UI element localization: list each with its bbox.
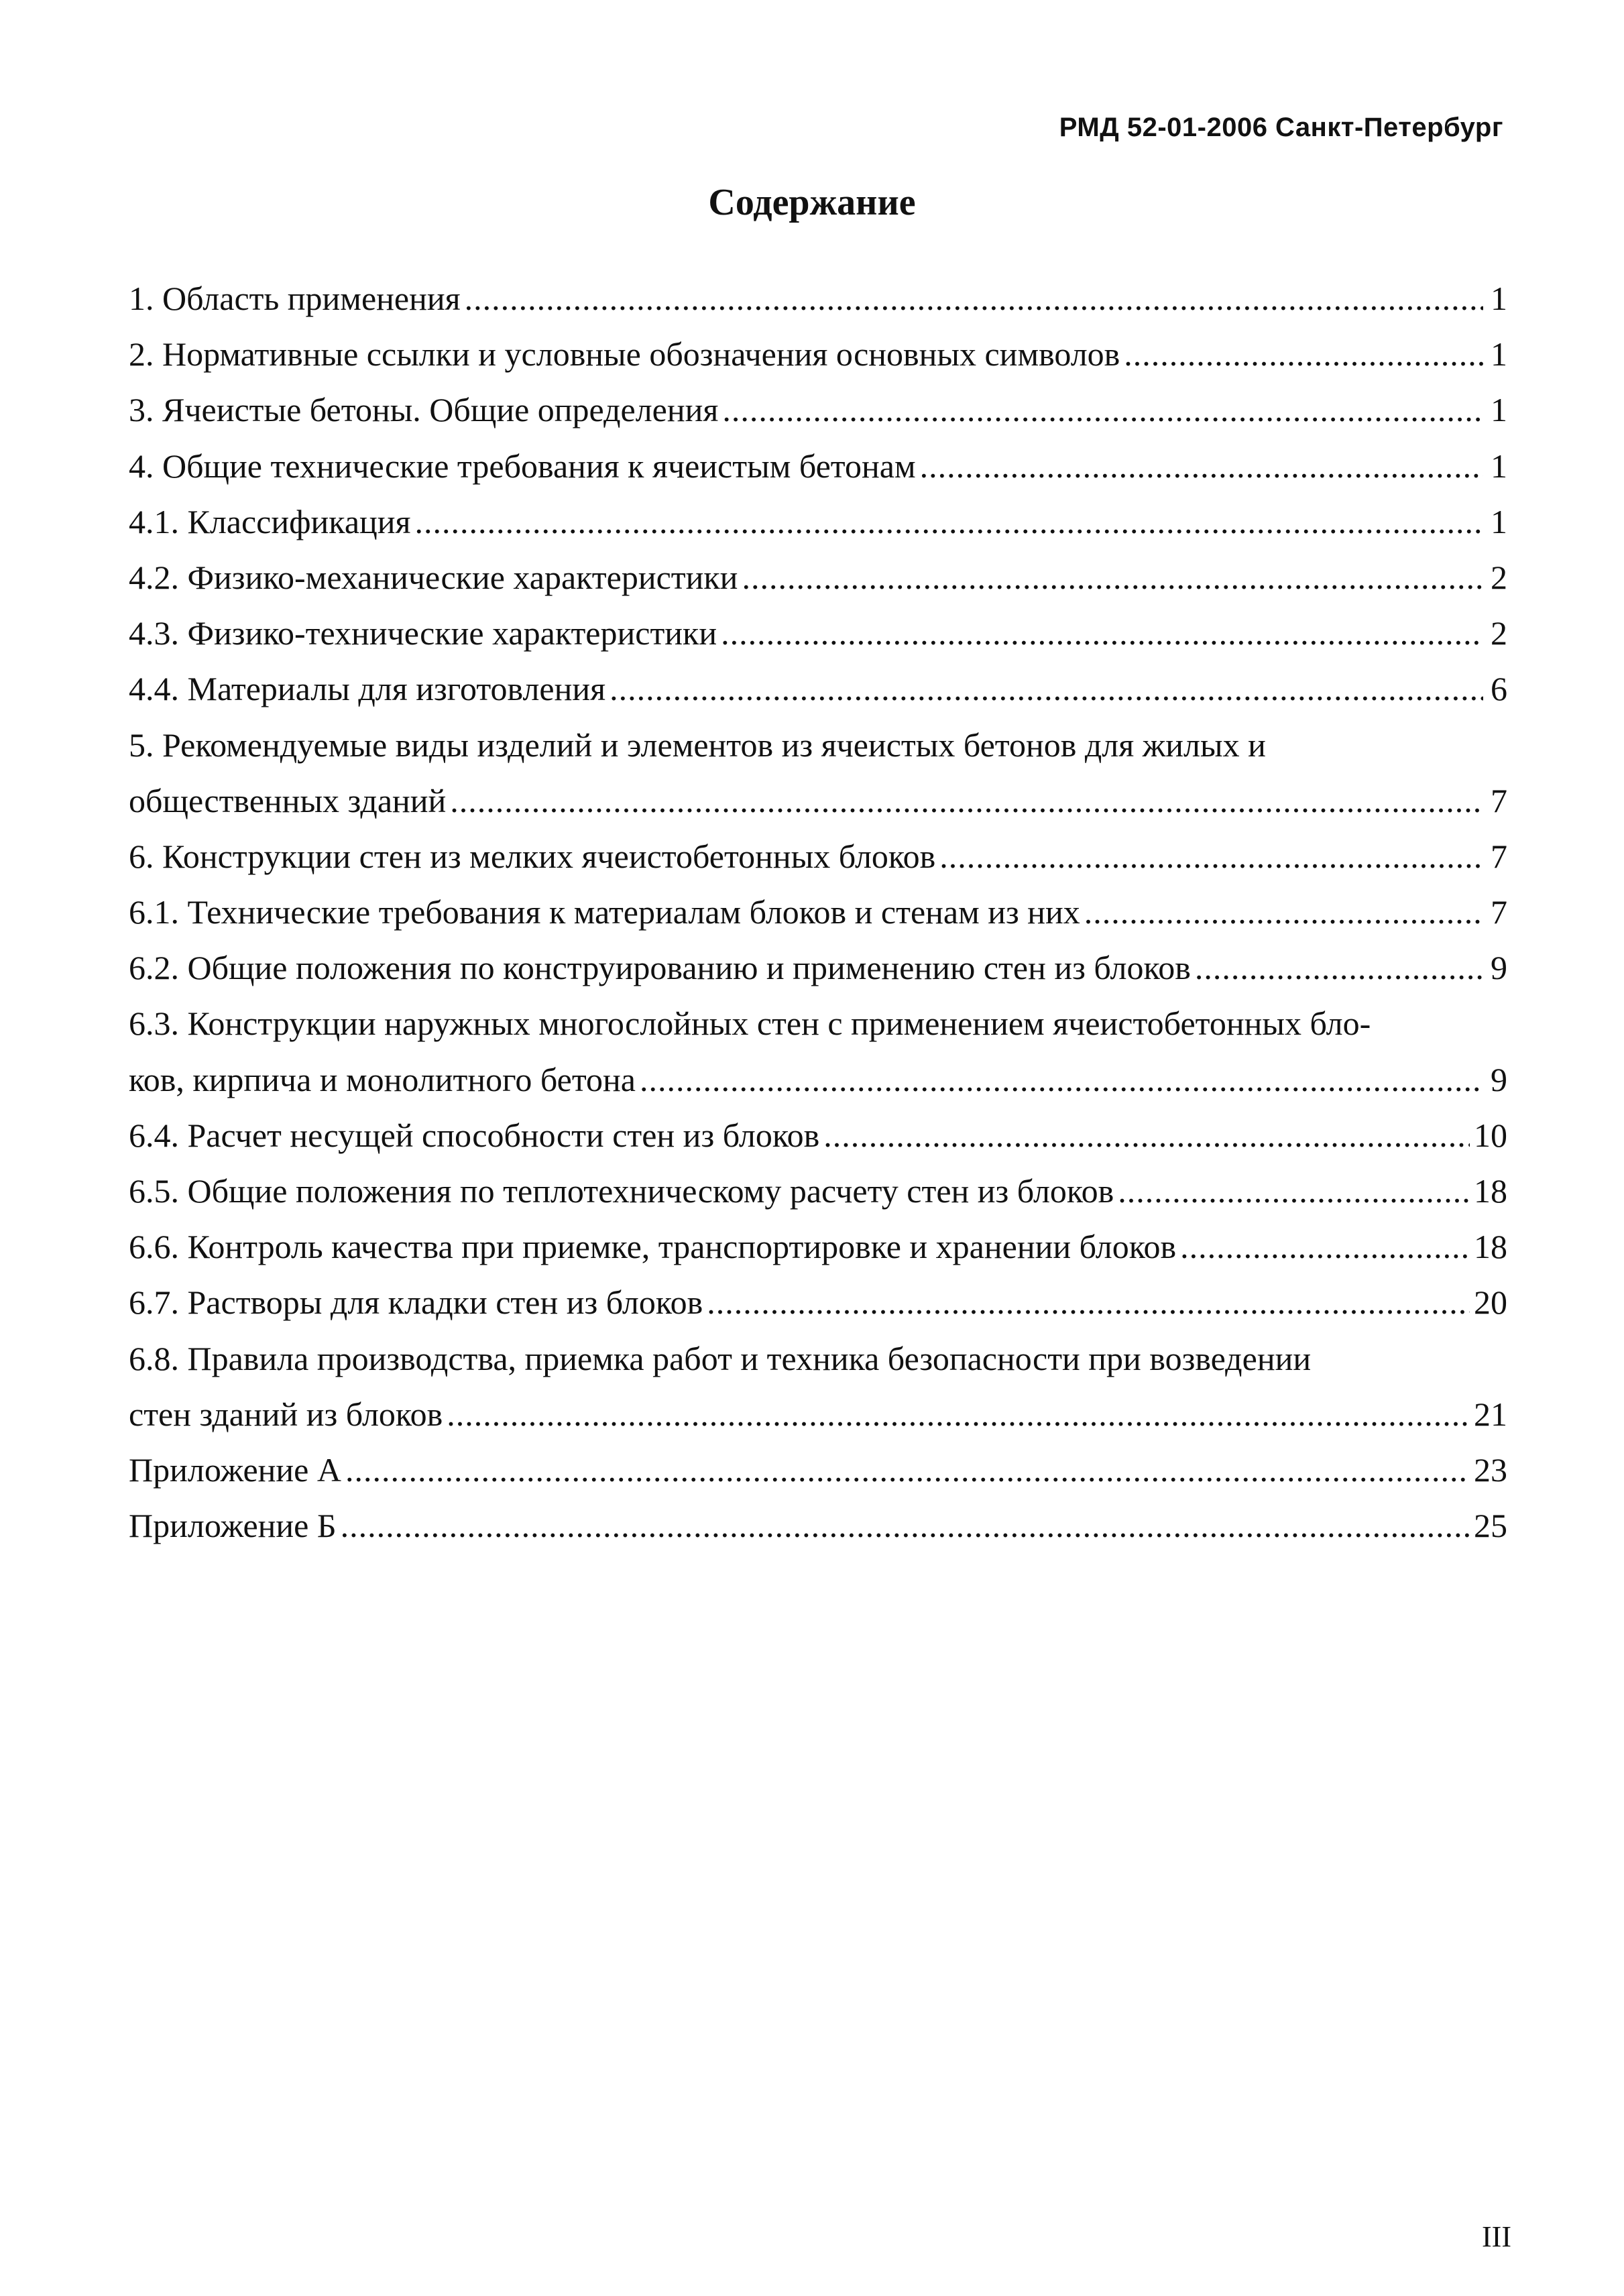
toc-entry-page: 23 bbox=[1474, 1450, 1507, 1489]
toc-leader-dots bbox=[721, 606, 1483, 661]
toc-entry-page: 9 bbox=[1491, 1060, 1507, 1098]
toc-entry-page: 7 bbox=[1491, 893, 1507, 931]
toc-entry-page: 1 bbox=[1491, 391, 1507, 429]
toc-entry-text: 4. Общие технические требования к ячеистым бетонам bbox=[129, 447, 916, 485]
toc-leader-dots bbox=[450, 773, 1483, 829]
toc-entry-text: 3. Ячеистые бетоны. Общие определения bbox=[129, 391, 719, 429]
toc-entry-text: 6.1. Технические требования к материалам блоков и стенам из них bbox=[129, 893, 1080, 931]
toc-entry-page: 7 bbox=[1491, 837, 1507, 875]
toc-entry-text: стен зданий из блоков bbox=[129, 1395, 443, 1433]
toc-entry-text: 2. Нормативные ссылки и условные обозначения основных символов bbox=[129, 335, 1120, 374]
toc-entry bbox=[129, 439, 1507, 494]
toc-leader-dots bbox=[341, 1498, 1470, 1554]
toc-entry-page: 2 bbox=[1491, 614, 1507, 652]
toc-entry bbox=[129, 1498, 1507, 1554]
toc-entry-text: общественных зданий bbox=[129, 781, 447, 819]
toc-leader-dots bbox=[722, 382, 1483, 438]
toc-entry-text: 5. Рекомендуемые виды изделий и элементов из ячеистых бетонов для жилых и bbox=[129, 726, 1266, 764]
toc-leader-dots bbox=[415, 494, 1483, 550]
toc-entry-text: Приложение Б bbox=[129, 1507, 337, 1545]
toc-entry-page: 1 bbox=[1491, 280, 1507, 317]
toc-entry-text: 6.6. Контроль качества при приемке, транспортировке и хранении блоков bbox=[129, 1228, 1177, 1266]
document-code-header: РМД 52-01-2006 Санкт-Петербург bbox=[1059, 113, 1503, 142]
toc-leader-dots bbox=[447, 1387, 1470, 1442]
toc-entry bbox=[129, 661, 1507, 717]
toc-entry bbox=[129, 940, 1507, 996]
toc-entry bbox=[129, 773, 1507, 829]
toc-entry bbox=[129, 1275, 1507, 1330]
toc-leader-dots bbox=[707, 1275, 1470, 1330]
toc-entry-text: 6.2. Общие положения по конструированию и применению стен из блоков bbox=[129, 949, 1191, 987]
toc-entry bbox=[129, 829, 1507, 884]
toc-entry-text: 6.4. Расчет несущей способности стен из блоков bbox=[129, 1116, 820, 1154]
toc-entry bbox=[129, 606, 1507, 661]
toc-leader-dots bbox=[823, 1108, 1470, 1163]
toc-entry-page: 20 bbox=[1474, 1283, 1507, 1322]
toc-entry bbox=[129, 1442, 1507, 1498]
toc-leader-dots bbox=[1195, 940, 1483, 996]
page-number: III bbox=[1482, 2220, 1511, 2253]
toc-leader-dots bbox=[742, 550, 1483, 606]
toc-entry-page: 2 bbox=[1491, 558, 1507, 596]
toc-leader-dots bbox=[640, 1052, 1483, 1108]
toc-entry-text: 4.3. Физико-технические характеристики bbox=[129, 614, 717, 652]
toc-entry bbox=[129, 382, 1507, 438]
toc-leader-dots bbox=[1118, 1163, 1470, 1219]
toc-leader-dots bbox=[1084, 884, 1483, 940]
toc-leader-dots bbox=[345, 1442, 1470, 1498]
toc-entry-text: 6.7. Растворы для кладки стен из блоков bbox=[129, 1283, 703, 1322]
toc-entry-page: 18 bbox=[1474, 1172, 1507, 1210]
toc-entry-text: 6.5. Общие положения по теплотехническому расчету стен из блоков bbox=[129, 1172, 1114, 1210]
toc-entry-page: 18 bbox=[1474, 1228, 1507, 1266]
toc-entry bbox=[129, 494, 1507, 550]
toc-entry-page: 7 bbox=[1491, 781, 1507, 819]
table-of-contents bbox=[129, 271, 1507, 1554]
toc-entry-page: 9 bbox=[1491, 949, 1507, 987]
toc-entry-page: 1 bbox=[1491, 447, 1507, 485]
toc-leader-dots bbox=[1124, 327, 1483, 382]
toc-entry-text: Приложение А bbox=[129, 1450, 341, 1489]
toc-entry bbox=[129, 550, 1507, 606]
toc-entry bbox=[129, 884, 1507, 940]
toc-entry bbox=[129, 1052, 1507, 1108]
toc-entry-text: 4.1. Классификация bbox=[129, 502, 411, 540]
toc-entry-text: 6. Конструкции стен из мелких ячеистобетонных блоков bbox=[129, 837, 936, 875]
toc-entry-first-line bbox=[129, 996, 1507, 1051]
toc-entry-page: 21 bbox=[1474, 1395, 1507, 1433]
toc-leader-dots bbox=[610, 661, 1483, 717]
toc-entry-text: 1. Область применения bbox=[129, 280, 461, 317]
toc-entry-text: 4.2. Физико-механические характеристики bbox=[129, 558, 738, 596]
toc-entry-first-line bbox=[129, 718, 1507, 773]
toc-entry-page: 1 bbox=[1491, 335, 1507, 374]
toc-entry bbox=[129, 1219, 1507, 1275]
toc-entry bbox=[129, 327, 1507, 382]
toc-entry bbox=[129, 1387, 1507, 1442]
toc-entry-page: 1 bbox=[1491, 502, 1507, 540]
toc-entry bbox=[129, 271, 1507, 327]
toc-entry-first-line bbox=[129, 1331, 1507, 1387]
toc-entry-text: 6.3. Конструкции наружных многослойных стен с применением ячеистобетонных бло- bbox=[129, 1005, 1371, 1043]
toc-entry-text: 6.8. Правила производства, приемка работ и техника безопасности при возведении bbox=[129, 1339, 1312, 1377]
toc-leader-dots bbox=[1180, 1219, 1470, 1275]
toc-leader-dots bbox=[920, 439, 1483, 494]
toc-leader-dots bbox=[939, 829, 1483, 884]
page-title: Содержание bbox=[708, 182, 916, 223]
toc-entry-page: 25 bbox=[1474, 1507, 1507, 1545]
toc-entry bbox=[129, 1108, 1507, 1163]
toc-leader-dots bbox=[465, 271, 1483, 327]
toc-entry bbox=[129, 1163, 1507, 1219]
toc-entry-text: ков, кирпича и монолитного бетона bbox=[129, 1060, 636, 1098]
toc-entry-page: 10 bbox=[1474, 1116, 1507, 1154]
toc-entry-page: 6 bbox=[1491, 670, 1507, 708]
toc-entry-text: 4.4. Материалы для изготовления bbox=[129, 670, 606, 708]
